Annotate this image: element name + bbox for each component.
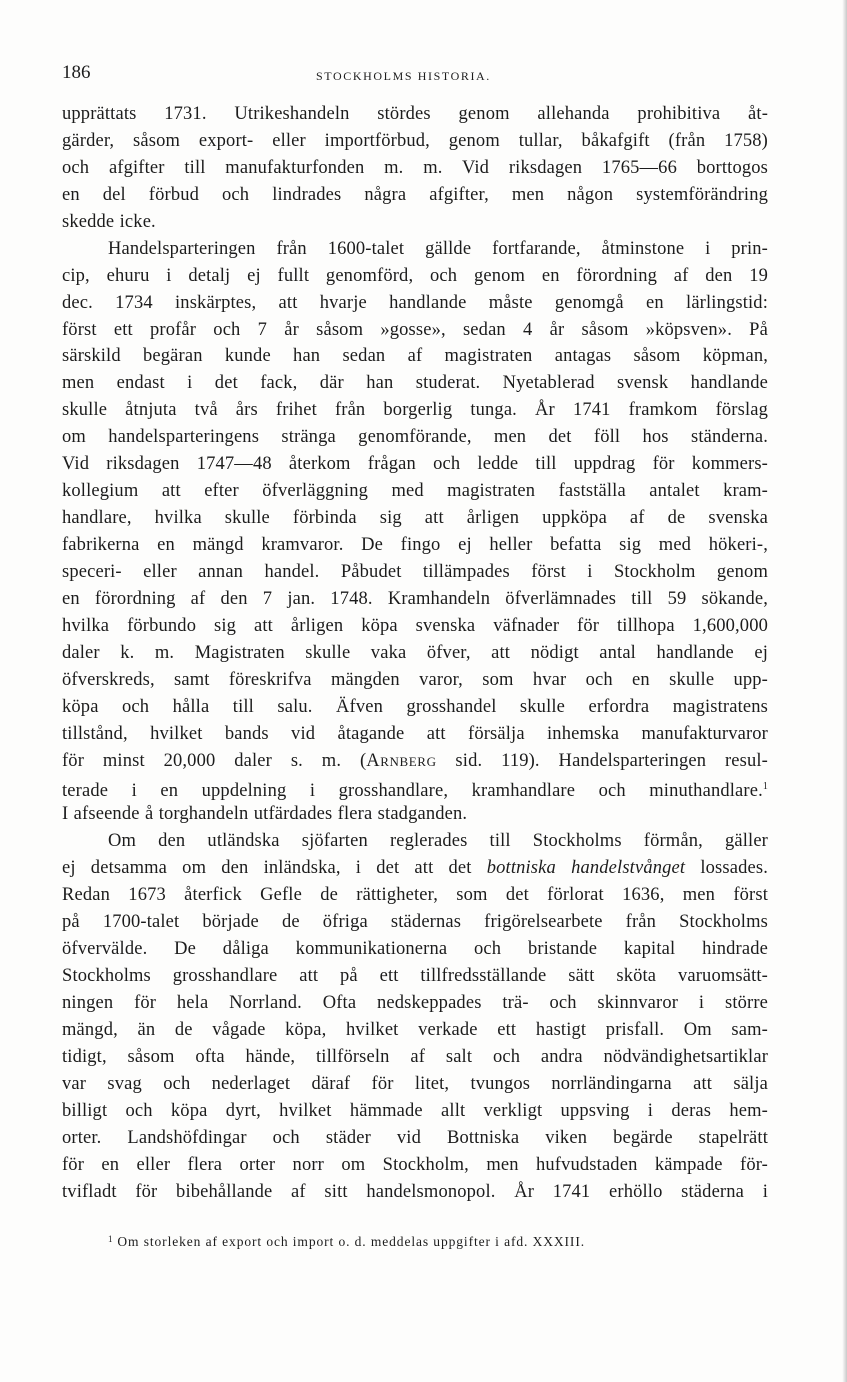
text-line: fabrikerna en mängd kramvaror. De fingo ej heller befatta sig med hökeri-, <box>62 535 768 555</box>
text-line: var svag och nederlaget däraf för litet, tvungos norrländingarna att sälja <box>62 1073 768 1094</box>
page-header <box>62 62 762 88</box>
text-line: köpa och hålla till salu. Äfven grosshandel skulle erfordra magistratens <box>62 696 768 717</box>
text-line: skulle åtnjuta två års frihet från borgerlig tunga. År 1741 framkom förslag <box>62 400 768 421</box>
text-fragment: terade i en uppdelning i grosshandlare, kramhandlare och minuthandlare. <box>62 781 763 802</box>
text-line: och afgifter till manufakturfonden m. m. Vid riksdagen 1765—66 borttogos <box>62 157 768 178</box>
text-line: tillstånd, hvilket bands vid åtagande att försälja inhemska manufakturvaror <box>62 723 768 744</box>
footnote-mark: 1 <box>108 1234 114 1244</box>
text-line: Vid riksdagen 1747—48 återkom frågan och ledde till uppdrag för kommers- <box>62 454 768 475</box>
italic-term: bottniska handelstvånget <box>486 858 686 879</box>
text-line: skedde icke. <box>62 211 156 232</box>
text-line <box>62 774 768 801</box>
text-line: men endast i det fack, där han studerat. Nyetablerad svensk handlande <box>62 373 768 394</box>
text-line: på 1700-talet började de öfriga städernas frigörelsearbete från Stockholms <box>62 912 768 933</box>
paragraph-start-line: Om den utländska sjöfarten reglerades till Stockholms förmån, gäller <box>108 831 768 852</box>
text-line: I afseende å torghandeln utfärdades flera stadganden. <box>62 804 468 825</box>
author-name-smallcaps: Arnberg <box>366 750 437 771</box>
text-line: Redan 1673 återfick Gefle de rättigheter, som det förlorat 1636, men först <box>62 885 768 906</box>
text-line: tvifladt för bibehållande af sitt handelsmonopol. År 1741 erhöllo städerna i <box>62 1181 768 1202</box>
text-line: om handelsparteringens stränga genomförande, men det föll hos ständerna. <box>62 427 768 448</box>
text-line: öfverskreds, samt föreskrifva mängden varor, som hvar och en skulle upp- <box>62 669 768 690</box>
text-line: dec. 1734 inskärptes, att hvarje handlande måste genomgå en lärlingstid: <box>62 292 768 313</box>
text-line: en förordning af den 7 jan. 1748. Kramhandeln öfverlämnades till 59 sökande, <box>62 588 768 609</box>
text-line: orter. Landshöfdingar och städer vid Bottniska viken begärde stapelrätt <box>62 1127 768 1148</box>
text-line: kollegium att efter öfverläggning med magistraten fastställa antalet kram- <box>62 481 768 502</box>
text-line: upprättats 1731. Utrikeshandeln stördes genom allehanda prohibitiva åt- <box>62 104 768 124</box>
text-fragment: lossades. <box>685 858 768 879</box>
page-edge-shadow <box>842 0 847 1382</box>
text-line: först ett profår och 7 år såsom »gosse», sedan 4 år såsom »köpsven». På <box>62 319 768 340</box>
text-line: cip, ehuru i detalj ej fullt genomförd, och genom en förordning af den 19 <box>62 265 768 286</box>
text-line <box>62 855 768 882</box>
text-line: handlare, hvilka skulle förbinda sig att årligen uppköpa af de svenska <box>62 508 768 529</box>
text-line: öfvervälde. De dåliga kommunikationerna och bristande kapital hindrade <box>62 939 768 960</box>
text-line: daler k. m. Magistraten skulle vaka öfver, att nödigt antal handlande ej <box>62 642 768 663</box>
text-line: gärder, såsom export- eller importförbud, genom tullar, båkafgift (från 1758) <box>62 130 768 151</box>
footnote-text: Om storleken af export och import o. d. meddelas uppgifter i afd. XXXIII. <box>117 1234 585 1249</box>
page-number: 186 <box>62 62 91 83</box>
text-line: hvilka förbundo sig att årligen köpa svenska väfnader för tillhopa 1,600,000 <box>62 615 768 636</box>
text-fragment: sid. 119). Handelsparteringen resul- <box>436 750 768 771</box>
running-title: STOCKHOLMS HISTORIA. <box>316 69 491 83</box>
text-line: mängd, än de vågade köpa, hvilket verkade ett hastigt prisfall. Om sam- <box>62 1019 768 1040</box>
text-line: billigt och köpa dyrt, hvilket hämmade allt verkligt uppsving i deras hem- <box>62 1100 768 1121</box>
text-line: speceri- eller annan handel. Påbudet tillämpades först i Stockholm genom <box>62 561 768 582</box>
paragraph-start-line: Handelsparteringen från 1600-talet gällde fortfarande, åtminstone i prin- <box>108 238 768 259</box>
text-line: ningen för hela Norrland. Ofta nedskeppades trä- och skinnvaror i större <box>62 992 768 1013</box>
text-line: en del förbud och lindrades några afgifter, men någon systemförändring <box>62 184 768 205</box>
text-line: tidigt, såsom ofta hände, tillförseln af salt och andra nödvändighetsartiklar <box>62 1046 768 1067</box>
text-line: för en eller flera orter norr om Stockholm, men hufvudstaden kämpade för- <box>62 1154 768 1175</box>
main-text <box>62 101 768 1205</box>
footnote <box>108 1234 728 1250</box>
text-line: särskild begäran kunde han sedan af magistraten antagas såsom köpman, <box>62 346 768 367</box>
text-line <box>62 748 768 775</box>
text-fragment: för minst 20,000 daler s. m. ( <box>62 750 367 771</box>
text-fragment: ej detsamma om den inländska, i det att det <box>62 858 487 879</box>
footnote-reference: 1 <box>762 781 768 793</box>
text-line: Stockholms grosshandlare att på ett tillfredsställande sätt sköta varuomsätt- <box>62 966 768 986</box>
